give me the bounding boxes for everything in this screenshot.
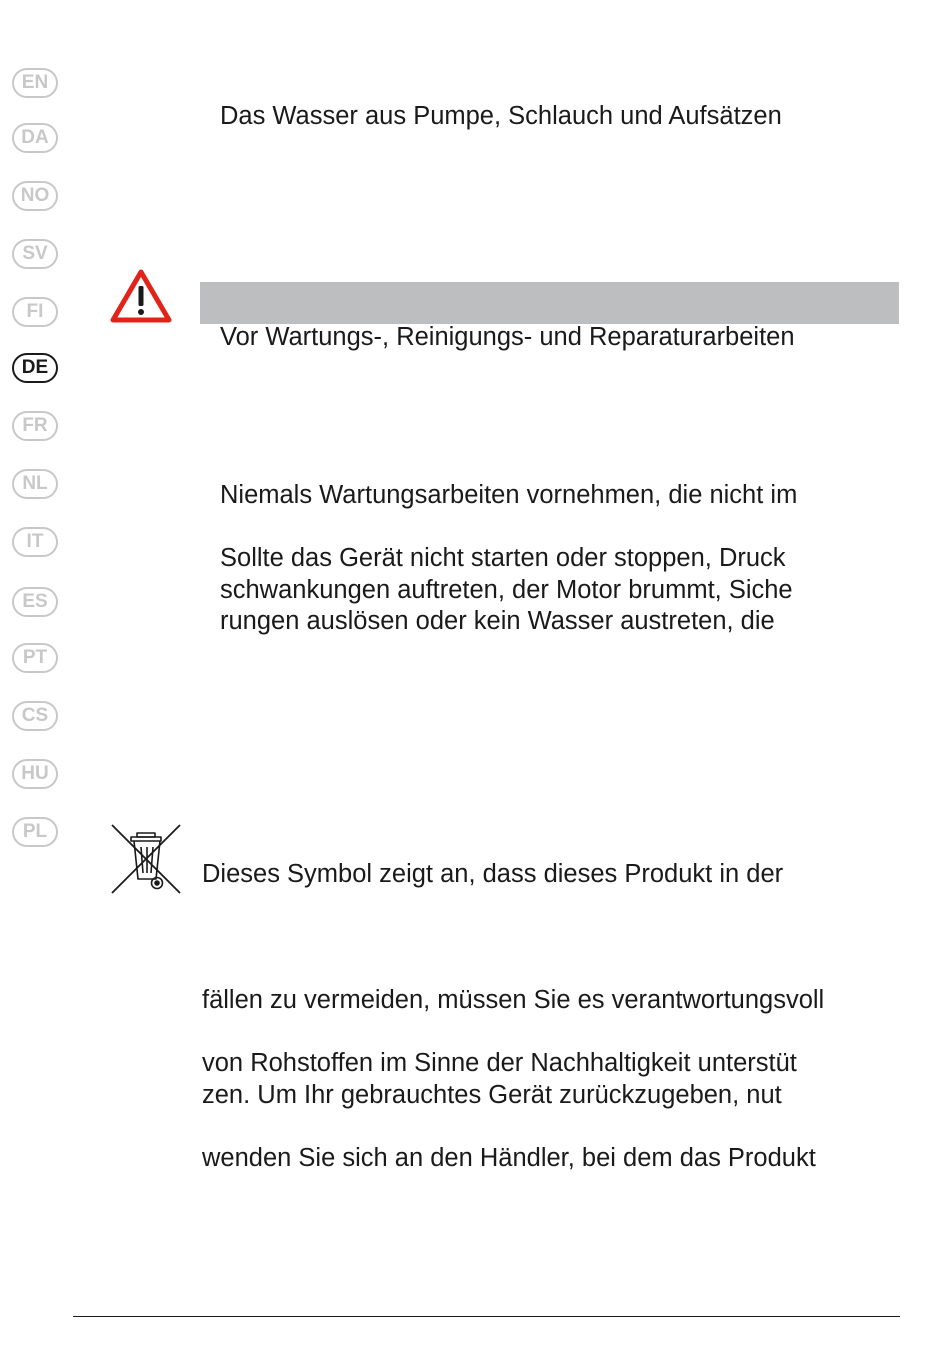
paragraph-before-maintenance: Vor Wartungs-, Reinigungs- und Reparaturarbeiten [220, 323, 795, 351]
text-line: zen. Um Ihr gebrauchtes Gerät zurückzugeben, nut [202, 1080, 782, 1109]
crossed-out-wheelie-bin-icon [110, 823, 182, 895]
warning-triangle-icon [109, 268, 173, 324]
footer-divider [73, 1316, 900, 1317]
lang-it[interactable]: IT [12, 527, 58, 557]
lang-nl[interactable]: NL [12, 469, 58, 499]
lang-hu[interactable]: HU [12, 759, 58, 789]
text-line: rungen auslösen oder kein Wasser austreten, die [220, 607, 775, 635]
paragraph-recycling [202, 1048, 797, 1111]
text-line: von Rohstoffen im Sinne der Nachhaltigkeit unterstüt [202, 1049, 797, 1077]
text-line: schwankungen auftreten, der Motor brummt, Siche [220, 575, 793, 604]
paragraph-drain-water: Das Wasser aus Pumpe, Schlauch und Aufsätzen [220, 102, 782, 130]
paragraph-weee-symbol: Dieses Symbol zeigt an, dass dieses Produkt in der [202, 860, 784, 888]
paragraph-troubleshooting [220, 543, 793, 638]
lang-en[interactable]: EN [12, 68, 58, 98]
lang-fi[interactable]: FI [12, 297, 58, 327]
lang-cs[interactable]: CS [12, 701, 58, 731]
lang-no[interactable]: NO [12, 181, 58, 211]
lang-pt[interactable]: PT [12, 643, 58, 673]
text-line: Sollte das Gerät nicht starten oder stoppen, Druck [220, 544, 786, 572]
lang-es[interactable]: ES [12, 587, 58, 617]
lang-fr[interactable]: FR [12, 411, 58, 441]
section-header-bar [200, 282, 899, 324]
paragraph-never-maintenance: Niemals Wartungsarbeiten vornehmen, die nicht im [220, 481, 798, 509]
lang-da[interactable]: DA [12, 123, 58, 153]
paragraph-contact-dealer: wenden Sie sich an den Händler, bei dem das Produkt [202, 1144, 816, 1172]
lang-pl[interactable]: PL [12, 817, 58, 847]
lang-de[interactable]: DE [12, 353, 58, 383]
paragraph-dispose-responsibly: fällen zu vermeiden, müssen Sie es verantwortungsvoll [202, 986, 825, 1014]
lang-sv[interactable]: SV [12, 239, 58, 269]
